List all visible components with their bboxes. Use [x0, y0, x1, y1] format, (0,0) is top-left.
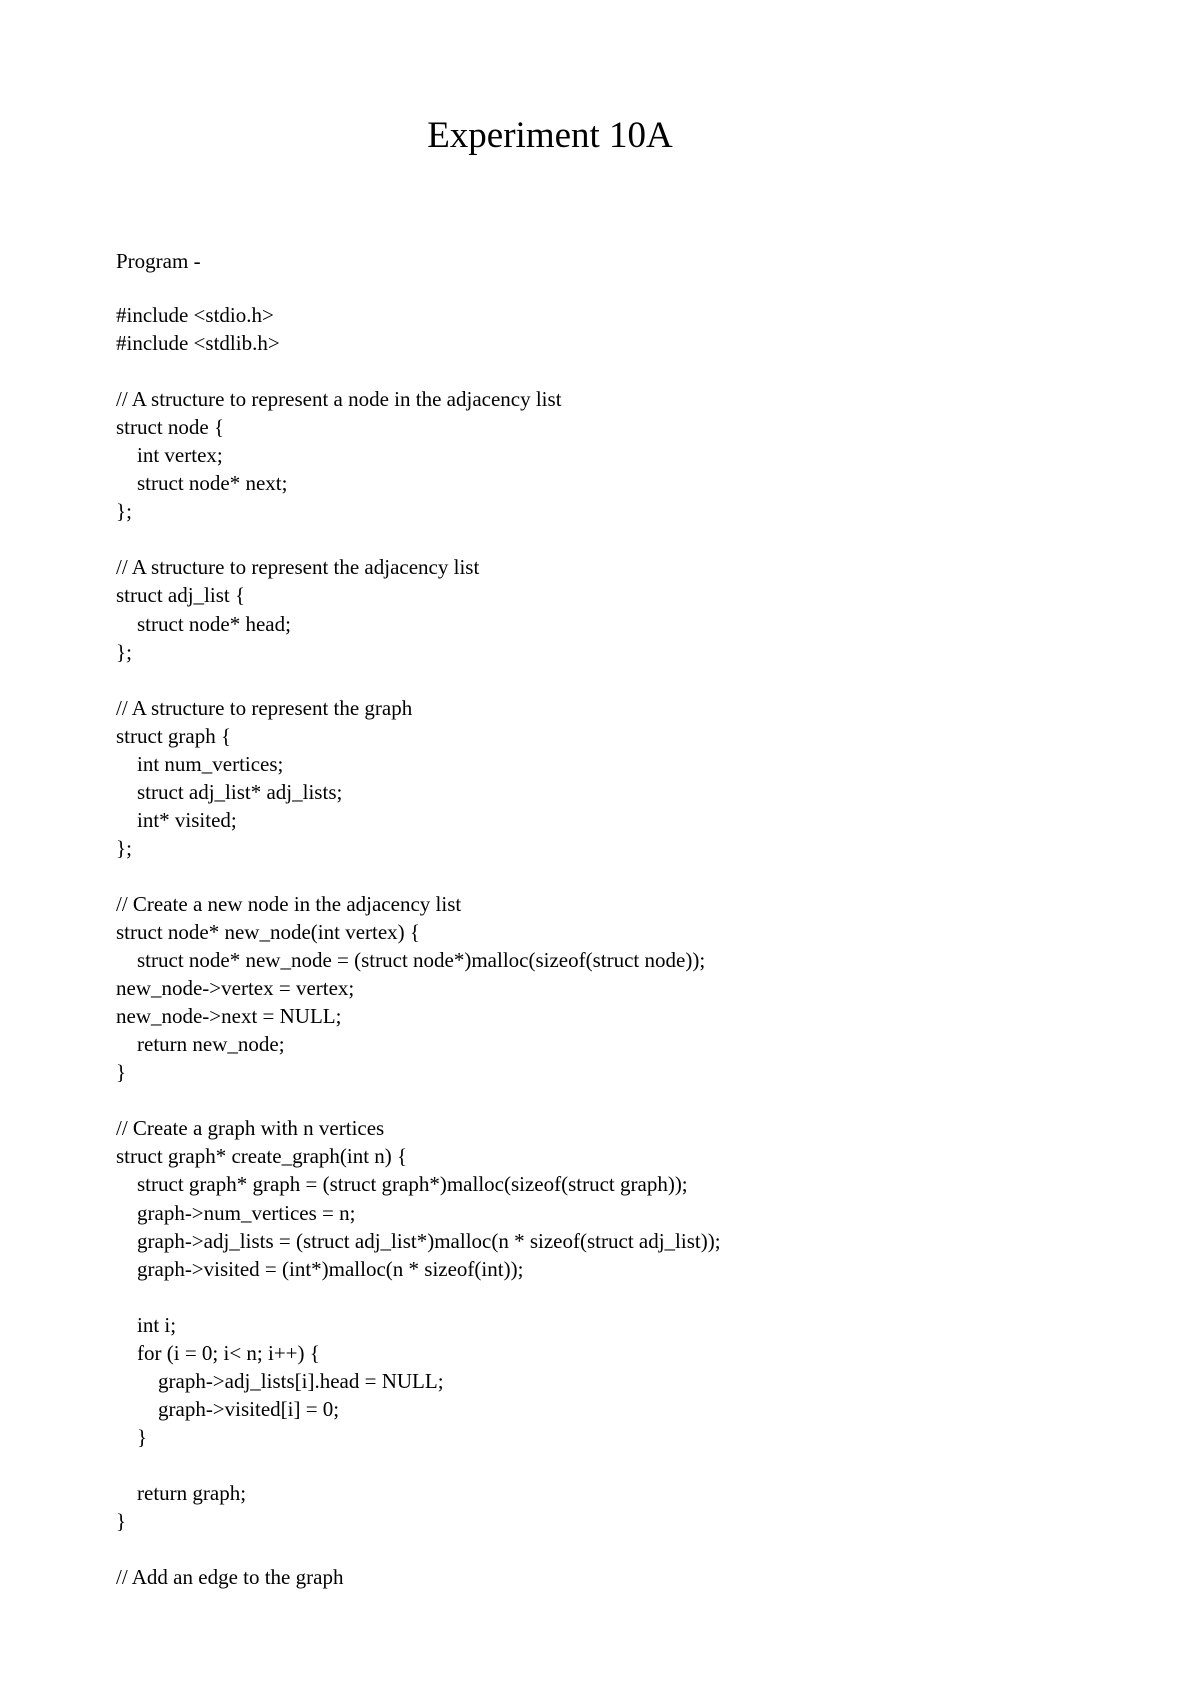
- code-line: int* visited;: [116, 807, 237, 832]
- code-line: graph->adj_lists = (struct adj_list*)malloc(n * sizeof(struct adj_list));: [116, 1228, 721, 1253]
- code-line: struct graph* graph = (struct graph*)malloc(sizeof(struct graph));: [116, 1172, 688, 1197]
- code-line: // A structure to represent the adjacency list: [116, 555, 480, 580]
- code-line: graph->adj_lists[i].head = NULL;: [116, 1368, 444, 1393]
- code-line: graph->visited[i] = 0;: [116, 1396, 340, 1421]
- code-line: struct node* new_node(int vertex) {: [116, 920, 420, 945]
- code-line: int num_vertices;: [116, 751, 284, 776]
- code-line: struct adj_list {: [116, 583, 246, 608]
- code-line: };: [116, 835, 132, 860]
- code-line: new_node->vertex = vertex;: [116, 976, 355, 1001]
- code-line: }: [116, 1060, 127, 1085]
- code-line: struct node* next;: [116, 471, 288, 496]
- code-blank-line: [116, 1086, 1116, 1114]
- code-line: struct node {: [116, 415, 225, 440]
- code-blank-line: [116, 1535, 1116, 1563]
- code-line: #include <stdlib.h>: [116, 331, 280, 356]
- code-line: return new_node;: [116, 1032, 285, 1057]
- code-line: return graph;: [116, 1480, 247, 1505]
- code-line: struct graph {: [116, 723, 232, 748]
- code-block: [116, 301, 1116, 1591]
- code-line: };: [116, 499, 132, 524]
- code-line: for (i = 0; i< n; i++) {: [116, 1340, 320, 1365]
- program-label: Program -: [116, 249, 201, 273]
- code-blank-line: [116, 666, 1116, 694]
- code-blank-line: [116, 862, 1116, 890]
- code-blank-line: [116, 525, 1116, 553]
- code-line: // Add an edge to the graph: [116, 1565, 344, 1590]
- code-line: new_node->next = NULL;: [116, 1004, 342, 1029]
- code-line: struct node* head;: [116, 611, 291, 636]
- code-line: int vertex;: [116, 443, 223, 468]
- code-line: // Create a graph with n vertices: [116, 1116, 385, 1141]
- code-blank-line: [116, 1283, 1116, 1311]
- code-line: // A structure to represent a node in the adjacency list: [116, 387, 562, 412]
- document-title: Experiment 10A: [427, 115, 673, 156]
- code-line: struct node* new_node = (struct node*)malloc(sizeof(struct node));: [116, 948, 706, 973]
- code-line: #include <stdio.h>: [116, 303, 274, 327]
- code-line: // Create a new node in the adjacency list: [116, 891, 462, 916]
- code-line: }: [116, 1424, 148, 1449]
- code-line: struct graph* create_graph(int n) {: [116, 1144, 408, 1169]
- code-line: graph->num_vertices = n;: [116, 1200, 356, 1225]
- code-blank-line: [116, 1451, 1116, 1479]
- code-blank-line: [116, 357, 1116, 385]
- code-line: int i;: [116, 1312, 177, 1337]
- code-line: graph->visited = (int*)malloc(n * sizeof(int));: [116, 1256, 524, 1281]
- code-line: struct adj_list* adj_lists;: [116, 779, 343, 804]
- code-line: // A structure to represent the graph: [116, 695, 413, 720]
- code-line: }: [116, 1509, 127, 1534]
- code-line: };: [116, 639, 132, 664]
